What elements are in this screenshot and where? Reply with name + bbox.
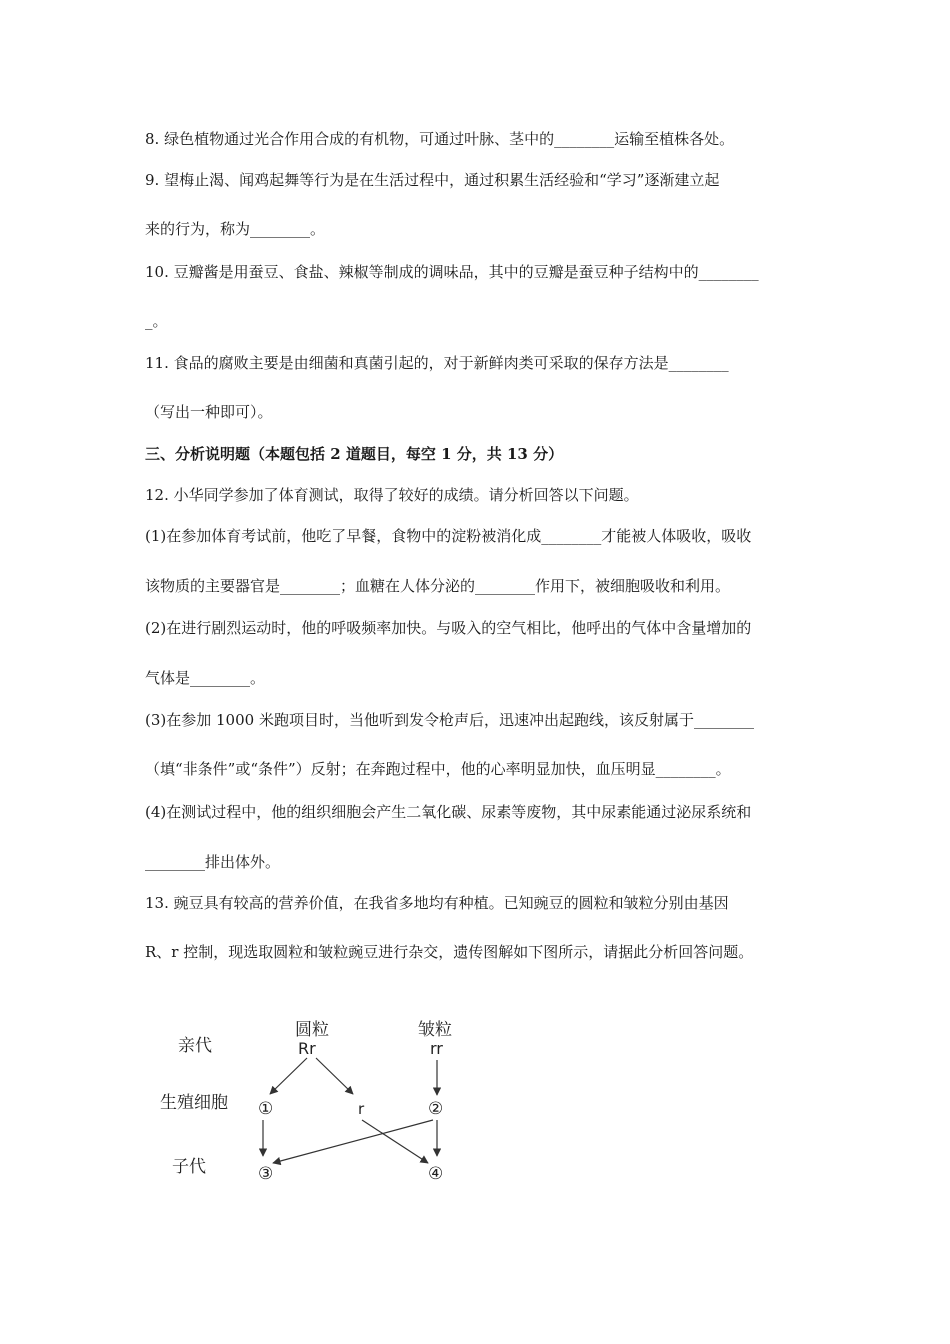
arrow-gamete-r-to-offspring-4 xyxy=(362,1120,428,1163)
arrow-rr-to-gamete-1 xyxy=(270,1058,307,1094)
question-12-3-line-2: （填“非条件”或“条件”）反射；在奔跑过程中，他的心率明显加快，血压明显________。 xyxy=(145,760,731,778)
question-12-2-line-1: (2)在进行剧烈运动时，他的呼吸频率加快。与吸入的空气相比，他呼出的气体中含量增加的 xyxy=(145,619,752,637)
arrow-gamete-2-to-offspring-3 xyxy=(273,1120,433,1163)
question-9-line-2: 来的行为，称为________。 xyxy=(145,220,326,238)
question-11-line-2: （写出一种即可）。 xyxy=(145,403,273,421)
arrow-rr-to-gamete-r xyxy=(316,1058,353,1094)
gamete-r-marker: r xyxy=(358,1100,365,1118)
question-9-line-1: 9. 望梅止渴、闻鸡起舞等行为是在生活过程中，通过积累生活经验和“学习”逐渐建立起 xyxy=(145,171,720,189)
question-13-line-1: 13. 豌豆具有较高的营养价值，在我省多地均有种植。已知豌豆的圆粒和皱粒分别由基因 xyxy=(145,894,729,912)
question-12: 12. 小华同学参加了体育测试，取得了较好的成绩。请分析回答以下问题。 xyxy=(145,486,639,504)
label-gamete-generation: 生殖细胞 xyxy=(160,1093,228,1113)
wrinkled-genotype: rr xyxy=(430,1039,443,1058)
question-12-4-line-1: (4)在测试过程中，他的组织细胞会产生二氧化碳、尿素等废物，其中尿素能通过泌尿系统和 xyxy=(145,803,752,821)
question-12-1-line-2: 该物质的主要器官是________；血糖在人体分泌的________作用下，被细胞吸收和利用。 xyxy=(145,577,731,595)
question-10-line-1: 10. 豆瓣酱是用蚕豆、食盐、辣椒等制成的调味品，其中的豆瓣是蚕豆种子结构中的________ xyxy=(145,263,759,281)
gamete-1-marker: ① xyxy=(258,1099,274,1119)
question-12-4-line-2: ________排出体外。 xyxy=(145,853,281,871)
wrinkled-seed-label: 皱粒 xyxy=(418,1020,452,1040)
question-13-line-2: R、r 控制，现选取圆粒和皱粒豌豆进行杂交，遗传图解如下图所示，请据此分析回答问题。 xyxy=(145,943,754,961)
question-10-line-2: _。 xyxy=(145,312,168,330)
question-8: 8. 绿色植物通过光合作用合成的有机物，可通过叶脉、茎中的________运输至植株各处。 xyxy=(145,130,735,148)
question-12-2-line-2: 气体是________。 xyxy=(145,669,266,687)
question-11-line-1: 11. 食品的腐败主要是由细菌和真菌引起的，对于新鲜肉类可采取的保存方法是________ xyxy=(145,354,729,372)
round-genotype: Rr xyxy=(298,1039,316,1058)
section-3-heading: 三、分析说明题（本题包括 2 道题目，每空 1 分，共 13 分） xyxy=(145,445,564,463)
offspring-4-marker: ④ xyxy=(428,1164,444,1184)
round-seed-label: 圆粒 xyxy=(295,1020,329,1040)
genetics-cross-diagram xyxy=(150,1010,470,1190)
question-12-1-line-1: (1)在参加体育考试前，他吃了早餐，食物中的淀粉被消化成________才能被人体吸收，吸收 xyxy=(145,527,752,545)
question-12-3-line-1: (3)在参加 1000 米跑项目时，当他听到发令枪声后，迅速冲出起跑线，该反射属于________ xyxy=(145,711,754,729)
label-parent-generation: 亲代 xyxy=(178,1036,212,1056)
offspring-3-marker: ③ xyxy=(258,1164,274,1184)
gamete-2-marker: ② xyxy=(428,1099,444,1119)
label-offspring-generation: 子代 xyxy=(172,1157,206,1177)
